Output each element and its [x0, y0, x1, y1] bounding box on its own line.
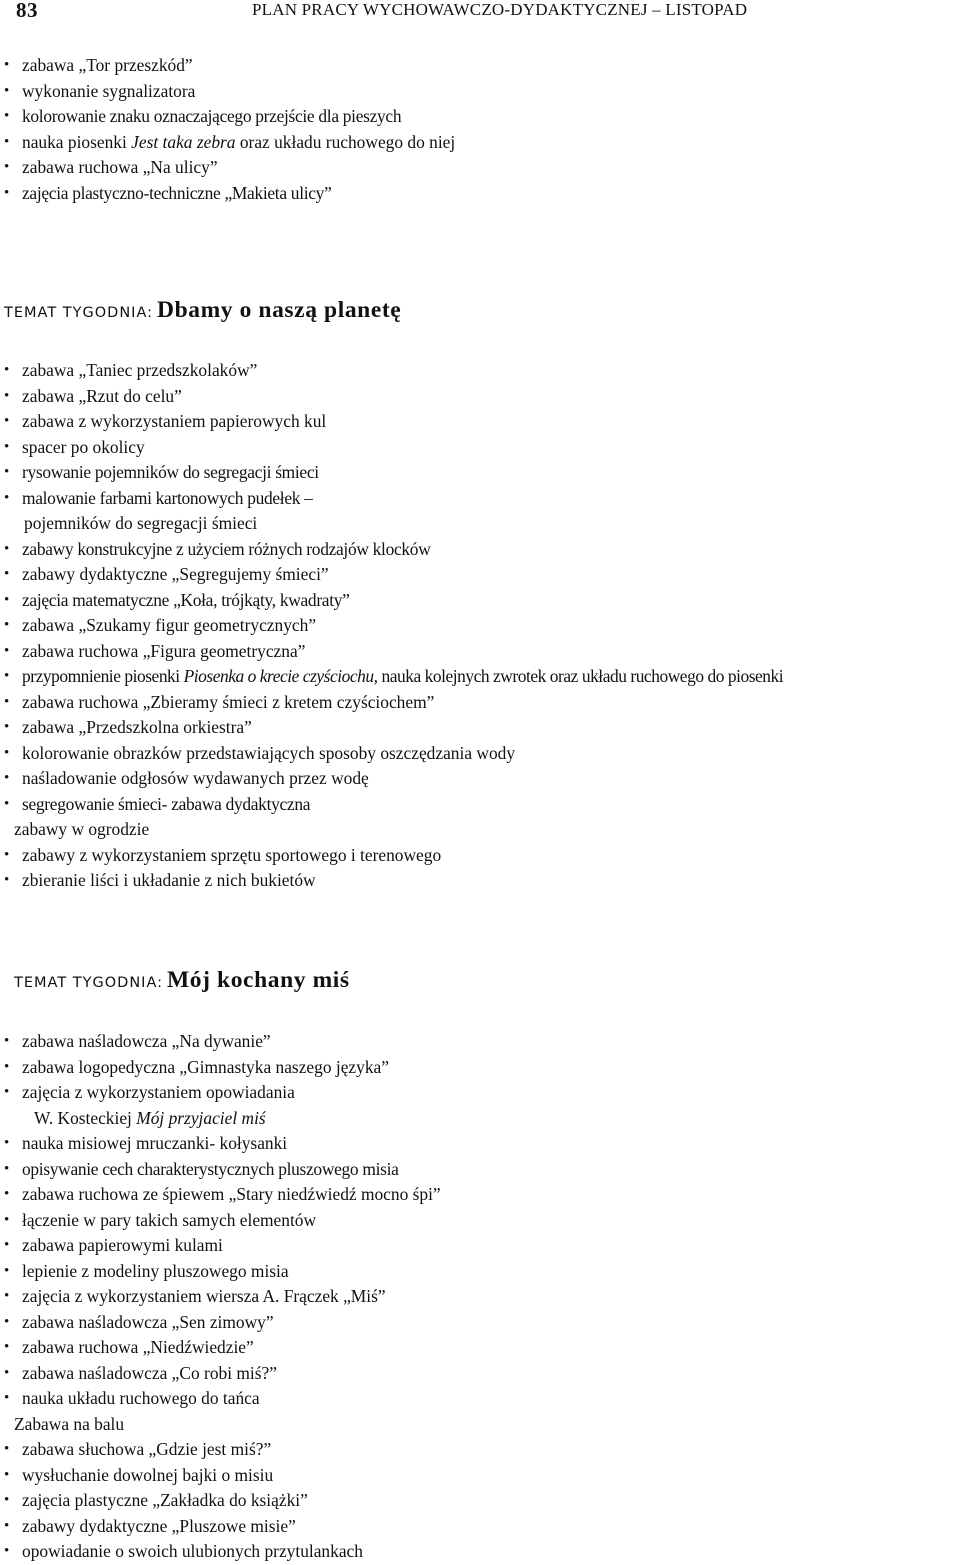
bullet-icon: • — [4, 719, 10, 735]
list-item: • przypomnienie piosenki Piosenka o krecie czyściochu, nauka kolejnych zwrotek oraz układu ruchowego do piosenki — [0, 664, 960, 690]
bullet-icon: • — [4, 57, 10, 73]
bullet-icon: • — [4, 1313, 10, 1330]
list-item: • zabawy dydaktyczne „Segregujemy śmieci” — [0, 562, 960, 588]
list-item: • zabawa ruchowa „Figura geometryczna” — [0, 639, 960, 665]
list-item: • zabawy konstrukcyjne z użyciem różnych rodzajów klocków — [0, 537, 960, 563]
bullet-icon: • — [4, 489, 10, 506]
bullet-icon: • — [4, 108, 10, 124]
list-item: • zabawa „Tor przeszkód” — [0, 53, 960, 79]
top-activity-list — [0, 53, 960, 206]
list-item: • wysłuchanie dowolnej bajki o misiu — [0, 1463, 960, 1489]
bullet-icon: • — [4, 566, 10, 582]
list-item: • zajęcia z wykorzystaniem opowiadania — [0, 1080, 960, 1106]
bullet-icon: • — [4, 362, 10, 378]
list-item: • zabawa „Przedszkolna orkiestra” — [0, 715, 960, 741]
list-item: • zajęcia matematyczne „Koła, trójkąty, kwadraty” — [0, 588, 960, 614]
bullet-icon: • — [4, 1364, 10, 1381]
bullet-icon: • — [4, 1135, 10, 1151]
list-item: • nauka piosenki Jest taka zebra oraz układu ruchowego do niej — [0, 130, 960, 156]
list-item: • zabawa „Szukamy figur geometrycznych” — [0, 613, 960, 639]
section-heading-teddy — [14, 960, 350, 1000]
list-item: • malowanie farbami kartonowych pudełek – — [0, 486, 960, 512]
bullet-icon: • — [4, 1441, 10, 1457]
list-item: • zabawa słuchowa „Gdzie jest miś?” — [0, 1437, 960, 1463]
section-label: TEMAT TYGODNIA: — [4, 305, 153, 321]
bullet-icon: • — [4, 1033, 10, 1049]
bullet-icon: • — [4, 1492, 10, 1508]
list-item: • lepienie z modeliny pluszowego misia — [0, 1259, 960, 1285]
section-title: Mój kochany miś — [167, 967, 350, 993]
list-item: • wykonanie sygnalizatora — [0, 79, 960, 105]
bullet-icon: • — [4, 872, 10, 888]
bullet-icon: • — [4, 184, 10, 201]
bullet-icon: • — [4, 1517, 10, 1534]
list-item: • zbieranie liści i układanie z nich bukietów — [0, 868, 960, 894]
bullet-icon: • — [4, 770, 10, 786]
bullet-icon: • — [4, 133, 10, 150]
bullet-icon: • — [4, 846, 10, 863]
bullet-icon: • — [4, 668, 9, 684]
list-item: • zabawa naśladowcza „Sen zimowy” — [0, 1310, 960, 1336]
bullet-icon: • — [4, 795, 10, 812]
bullet-icon: • — [4, 1211, 10, 1228]
list-item: • zabawa ruchowa „Zbieramy śmieci z kretem czyściochem” — [0, 690, 960, 716]
list-item: • zabawa „Taniec przedszkolaków” — [0, 358, 960, 384]
list-item-plain: Zabawa na balu — [14, 1413, 125, 1434]
list-item: • zajęcia z wykorzystaniem wiersza A. Frączek „Miś” — [0, 1284, 960, 1310]
list-item: • nauka misiowej mruczanki- kołysanki — [0, 1131, 960, 1157]
list-item: • zabawa ruchowa „Na ulicy” — [0, 155, 960, 181]
list-item: • rysowanie pojemników do segregacji śmieci — [0, 460, 960, 486]
bullet-icon: • — [4, 159, 10, 175]
bullet-icon: • — [4, 1339, 10, 1355]
bullet-icon: • — [4, 387, 10, 404]
list-item: • zabawa z wykorzystaniem papierowych kul — [0, 409, 960, 435]
list-item: • kolorowanie znaku oznaczającego przejście dla pieszych — [0, 104, 960, 130]
bullet-icon: • — [4, 1160, 10, 1177]
bullet-icon: • — [4, 591, 10, 608]
section-label: TEMAT TYGODNIA: — [14, 975, 163, 991]
bullet-icon: • — [4, 413, 10, 429]
running-title: PLAN PRACY WYCHOWAWCZO-DYDAKTYCZNEJ – LISTOPAD — [252, 0, 748, 19]
bullet-icon: • — [4, 1466, 10, 1483]
list-item: • zabawa „Rzut do celu” — [0, 384, 960, 410]
list-item-continuation: W. Kosteckiej Mój przyjaciel miś — [34, 1107, 266, 1128]
list-item: • zajęcia plastyczne „Zakładka do książki” — [0, 1488, 960, 1514]
teddy-activity-list — [0, 1029, 960, 1565]
list-item: • zabawa ruchowa „Niedźwiedzie” — [0, 1335, 960, 1361]
list-item-plain: zabawy w ogrodzie — [14, 819, 150, 839]
bullet-icon: • — [4, 617, 10, 633]
list-item: • zabawa ruchowa ze śpiewem „Stary niedźwiedź mocno śpi” — [0, 1182, 960, 1208]
list-item: • spacer po okolicy — [0, 435, 960, 461]
bullet-icon: • — [4, 1058, 10, 1075]
bullet-icon: • — [4, 1390, 10, 1406]
section-heading-planet — [4, 290, 401, 330]
list-item: • zajęcia plastyczno-techniczne „Makieta ulicy” — [0, 181, 960, 207]
list-item: • kolorowanie obrazków przedstawiających sposoby oszczędzania wody — [0, 741, 960, 767]
list-item: • zabawy z wykorzystaniem sprzętu sportowego i terenowego — [0, 843, 960, 869]
bullet-icon: • — [4, 1543, 10, 1559]
list-item: • zabawa naśladowcza „Na dywanie” — [0, 1029, 960, 1055]
bullet-icon: • — [4, 438, 10, 455]
planet-activity-list — [0, 358, 960, 894]
bullet-icon: • — [4, 540, 10, 557]
list-item: • opowiadanie o swoich ulubionych przytulankach — [0, 1539, 960, 1565]
list-item: • nauka układu ruchowego do tańca — [0, 1386, 960, 1412]
bullet-icon: • — [4, 744, 10, 761]
bullet-icon: • — [4, 1262, 10, 1279]
bullet-icon: • — [4, 642, 10, 659]
list-item: • zabawa logopedyczna „Gimnastyka naszego języka” — [0, 1055, 960, 1081]
list-item: • zabawa papierowymi kulami — [0, 1233, 960, 1259]
bullet-icon: • — [4, 693, 10, 710]
list-item: • łączenie w pary takich samych elementów — [0, 1208, 960, 1234]
bullet-icon: • — [4, 82, 10, 99]
list-item: • zabawy dydaktyczne „Pluszowe misie” — [0, 1514, 960, 1540]
page-header — [0, 0, 960, 24]
bullet-icon: • — [4, 464, 10, 480]
section-title: Dbamy o naszą planetę — [157, 297, 402, 323]
bullet-icon: • — [4, 1186, 10, 1202]
bullet-icon: • — [4, 1084, 10, 1100]
page-number: 83 — [16, 0, 38, 22]
bullet-icon: • — [4, 1288, 10, 1304]
list-item: • opisywanie cech charakterystycznych pluszowego misia — [0, 1157, 960, 1183]
list-item-continuation: pojemników do segregacji śmieci — [24, 513, 258, 533]
bullet-icon: • — [4, 1237, 10, 1253]
list-item: • zabawa naśladowcza „Co robi miś?” — [0, 1361, 960, 1387]
list-item: • naśladowanie odgłosów wydawanych przez wodę — [0, 766, 960, 792]
list-item: • segregowanie śmieci- zabawa dydaktyczna — [0, 792, 960, 818]
